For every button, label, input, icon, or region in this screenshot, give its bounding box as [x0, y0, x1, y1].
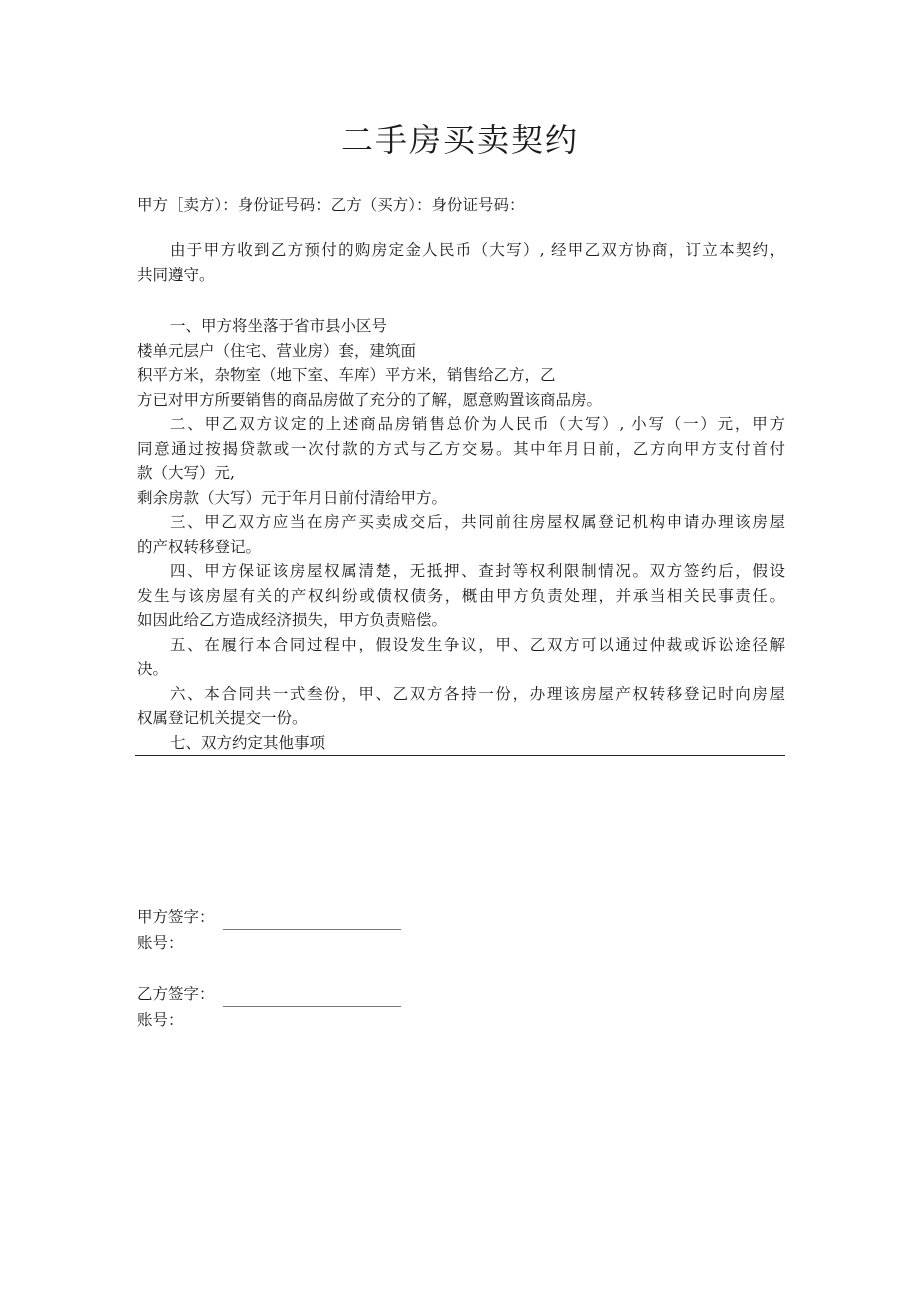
party-a-sign-row [137, 904, 401, 930]
clause-line: 楼单元层户（住宅、营业房）套，建筑面 [137, 341, 417, 360]
clause-line: 剩余房款（大写）元于年月日前付清给甲方。 [137, 488, 448, 507]
party-a-sign-label: 甲方签字： [137, 908, 215, 926]
party-b-sign-label: 乙方签字： [137, 985, 215, 1003]
clause-line: 四、甲方保证该房屋权属清楚，无抵押、查封等权利限制情况。双方签约后，假设 [170, 562, 785, 580]
clause-line: 同意通过按揭贷款或一次付款的方式与乙方交易。其中年月日前，乙方向甲方支付首付 [137, 439, 785, 458]
party-a-account-label: 账号： [137, 934, 184, 952]
clause-line: 五、在履行本合同过程中，假设发生争议，甲、乙双方可以通过仲裁或诉讼途径解 [170, 635, 785, 654]
clause-line: 七、双方约定其他事项 [170, 733, 326, 752]
document-title: 二手房买卖契约 [340, 121, 579, 159]
clause-line: 方已对甲方所要销售的商品房做了充分的了解，愿意购置该商品房。 [137, 390, 603, 409]
clause-line: 二、甲乙双方议定的上述商品房销售总价为人民币（大写）, 小写（一）元，甲方 [170, 415, 785, 433]
parties-line: 甲方［卖方）：身份证号码：乙方（买方）：身份证号码： [137, 196, 525, 214]
clause-line: 三、甲乙双方应当在房产买卖成交后，共同前往房屋权属登记机构申请办理该房屋 [170, 513, 785, 531]
party-b-account-label: 账号： [137, 1011, 184, 1029]
clause-line: 六、本合同共一式叁份，甲、乙双方各持一份，办理该房屋产权转移登记时向房屋 [170, 684, 785, 703]
clause-line: 发生与该房屋有关的产权纠纷或债权债务，概由甲方负责处理，并承当相关民事责任。 [137, 586, 785, 605]
party-b-sign-row [137, 981, 401, 1007]
intro-line: 共同遵守。 [137, 265, 215, 284]
clause-line: 决。 [137, 660, 169, 678]
clause-line: 一、甲方将坐落于省市县小区号 [170, 317, 388, 335]
party-b-signature-block [137, 981, 401, 1033]
party-a-signature-block [137, 904, 401, 956]
party-a-sign-line[interactable] [223, 915, 401, 930]
party-b-sign-line[interactable] [223, 992, 401, 1007]
clauses-section [137, 314, 785, 755]
clause-line: 如因此给乙方造成经济损失，甲方负责赔偿。 [137, 611, 448, 629]
intro-paragraph [137, 238, 785, 287]
clause-line: 积平方米，杂物室（地下室、车库）平方米，销售给乙方，乙 [137, 366, 556, 384]
intro-line: 由于甲方收到乙方预付的购房定金人民币（大写）, 经甲乙双方协商，订立本契约， [170, 241, 785, 259]
clause-line: 权属登记机关提交一份。 [137, 709, 308, 727]
clause-line: 款（大写）元, [137, 464, 235, 482]
section-divider [135, 755, 785, 756]
clause-line: 的产权转移登记。 [137, 537, 262, 556]
